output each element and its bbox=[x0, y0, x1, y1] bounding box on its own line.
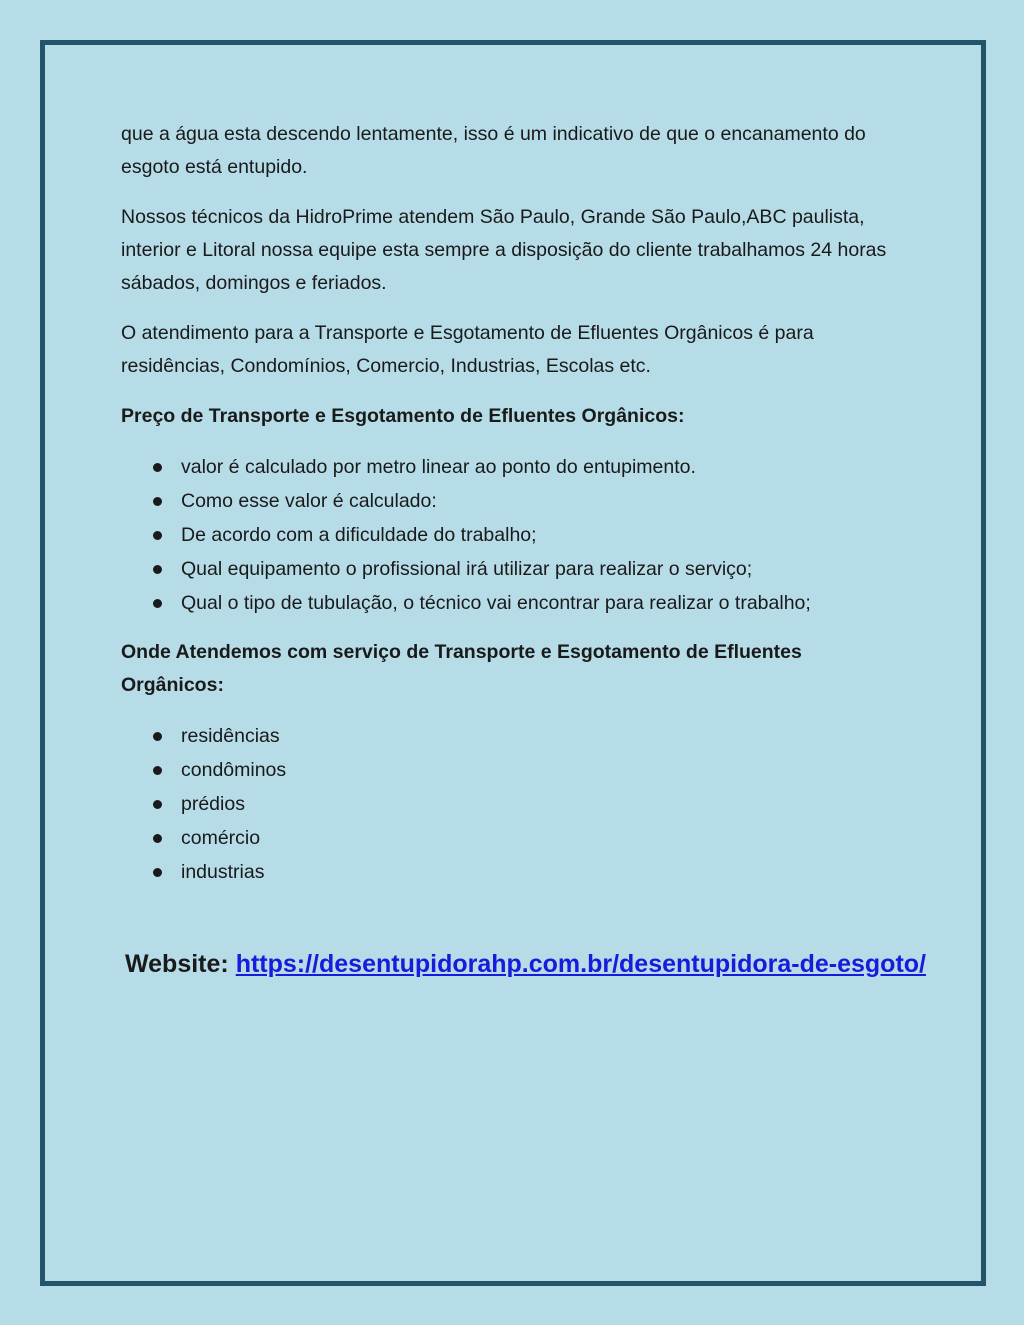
paragraph-service-scope: O atendimento para a Transporte e Esgotamento de Efluentes Orgânicos é para residências, Condomínios, Comercio, Industrias, Escolas etc. bbox=[121, 322, 814, 377]
list-item: Qual equipamento o profissional irá utilizar para realizar o serviço; bbox=[121, 552, 891, 586]
list-item: valor é calculado por metro linear ao ponto do entupimento. bbox=[121, 450, 891, 484]
list-item: prédios bbox=[121, 787, 891, 821]
list-item: Como esse valor é calculado: bbox=[121, 484, 891, 518]
list-item: De acordo com a dificuldade do trabalho; bbox=[121, 518, 891, 552]
list-item: Qual o tipo de tubulação, o técnico vai encontrar para realizar o trabalho; bbox=[121, 586, 891, 620]
list-item: residências bbox=[121, 719, 891, 753]
website-line bbox=[125, 950, 926, 979]
paragraph-water-drain: que a água esta descendo lentamente, isso é um indicativo de que o encanamento do esgoto está entupido. bbox=[121, 123, 866, 178]
paragraph-technicians: Nossos técnicos da HidroPrime atendem São Paulo, Grande São Paulo,ABC paulista, interior e Litoral nossa equipe esta sempre a disposição do cliente trabalhamos 24 horas sábados, domingos e feriados. bbox=[121, 206, 887, 294]
website-label: Website: bbox=[125, 950, 229, 978]
list-item: industrias bbox=[121, 855, 891, 889]
service-list bbox=[121, 719, 891, 889]
website-link[interactable]: https://desentupidorahp.com.br/desentupidora-de-esgoto/ bbox=[235, 950, 926, 978]
service-heading: Onde Atendemos com serviço de Transporte e Esgotamento de Efluentes Orgânicos: bbox=[121, 641, 802, 696]
list-item: condôminos bbox=[121, 753, 891, 787]
price-list bbox=[121, 450, 891, 620]
document-body bbox=[121, 118, 891, 905]
price-heading: Preço de Transporte e Esgotamento de Efluentes Orgânicos: bbox=[121, 405, 685, 427]
list-item: comércio bbox=[121, 821, 891, 855]
